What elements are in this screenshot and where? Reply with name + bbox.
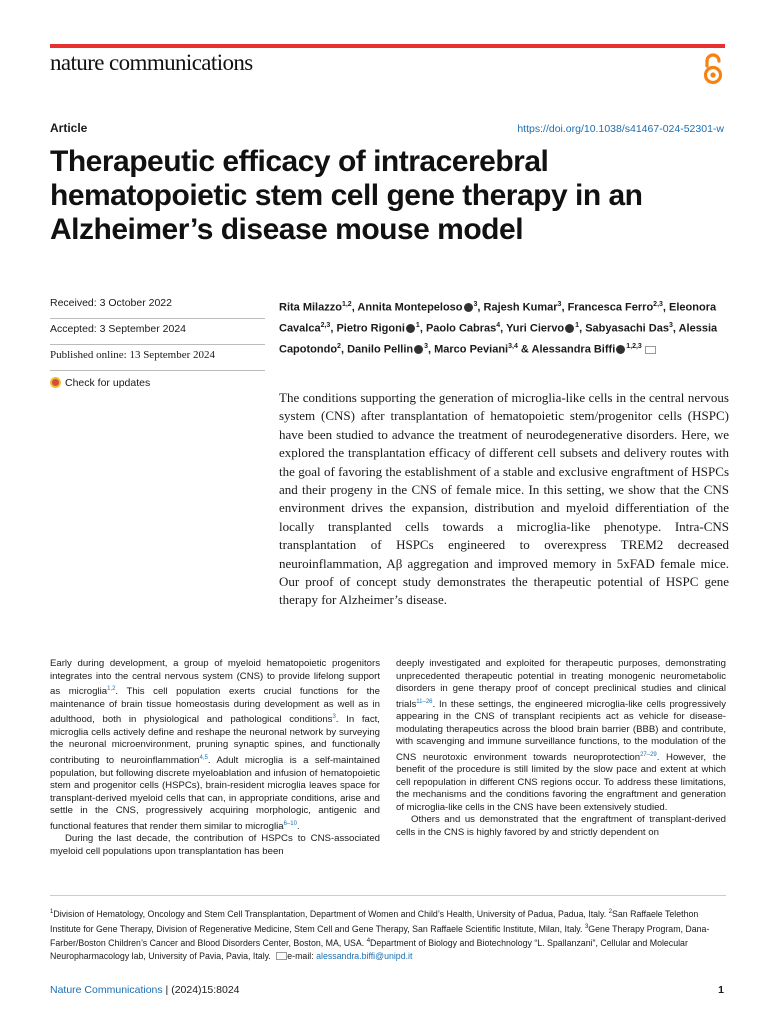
received-date: Received: 3 October 2022 <box>50 293 265 319</box>
author-affiliation: 2 <box>337 343 341 351</box>
author-affiliation: 1 <box>415 322 420 330</box>
author-affiliation: 1,2,3 <box>626 343 642 351</box>
page-number: 1 <box>718 984 724 996</box>
author-name[interactable]: Alessia Capotondo <box>279 322 718 356</box>
body-text: . However, the benefit of the procedure is still limited by the slow pace and extent at which cell repopulation in different CNS regions occur. To address these limitations, the mechanisms and the conditions favoring the engraftment and generation of microglia-like cells in the CNS have been extensively studied. <box>396 751 726 813</box>
author-separator: , <box>672 322 679 335</box>
body-paragraph <box>396 814 726 839</box>
check-for-updates-label: Check for updates <box>65 376 151 389</box>
reference-citation[interactable]: 3 <box>332 714 336 721</box>
affiliation-text: Division of Hematology, Oncology and Stem Cell Transplantation, Department of Women and Child’s Health, University of Padua, Padua, Italy. <box>53 908 609 919</box>
author-name[interactable]: Marco Peviani <box>434 343 509 356</box>
affiliation-text: Gene Therapy Program, Dana-Farber/Boston Children’s Cancer and Blood Disorders Center, Boston, MA, USA. <box>50 923 710 949</box>
reference-citation[interactable]: 1,2 <box>107 686 116 692</box>
email-icon[interactable] <box>645 346 656 354</box>
body-text: . In these settings, the engineered microglia-like cells progressively appearing in the CNS of transplant recipients act as vehicle for disease-modulating therapeutics across the blood brain barrier (BBB) and contribute, with scavenging and immune surveillance functions, to the modulation of the CNS neurotoxic environment towards neuroprotection <box>396 698 726 763</box>
page-footer <box>50 984 240 996</box>
affiliations-footnote <box>50 906 726 963</box>
author-name[interactable]: Annita Montepeloso <box>357 301 463 314</box>
author-name[interactable]: Danilo Pellin <box>347 343 414 356</box>
affiliation-number: 2 <box>608 909 612 915</box>
email-icon <box>276 952 287 960</box>
author-affiliation: 1 <box>575 322 580 330</box>
footer-journal-link[interactable]: Nature Communications <box>50 984 163 996</box>
author-affiliation: 4 <box>496 322 501 330</box>
author-separator: , <box>579 322 586 335</box>
journal-header-bar <box>50 44 725 48</box>
body-paragraph <box>50 833 380 858</box>
body-column-right <box>396 658 726 839</box>
author-affiliation: 3 <box>473 301 478 308</box>
author-affiliation: 2,3 <box>320 322 331 330</box>
publication-metadata <box>50 293 265 396</box>
body-text: During the last decade, the contribution of HSPCs to CNS-associated myeloid cell populations upon transplantation has been <box>50 833 380 857</box>
check-for-updates-icon <box>50 377 61 388</box>
abstract: The conditions supporting the generation of microglia-like cells in the central nervous system (CNS) after transplantation of hematopoietic stem/progenitor cells (HSPC) have been studied to advance the treatment of neurodegenerative disorders. Here, we explored the transplantation efficacy of different cell subsets and delivery routes with the goal of favoring the establishment of a stable and exclusive engraftment of HSPCs and their progeny in the CNS of female mice. In this setting, we show that the CNS environment drives the expansion, distribution and myeloid differentiation of the locally transplanted cells towards a microglia-like phenotype. Intra-CNS transplantation of HSPCs engineered to overexpress TREM2 decreased neuroinflammation, Aβ aggregation and improved memory in 5xFAD female mice. Our proof of concept study demonstrates the therapeutic potential of HSPC gene therapy for Alzheimer’s disease. <box>279 390 729 608</box>
author-name[interactable]: Sabyasachi Das <box>585 322 669 335</box>
journal-name: nature communications <box>50 50 253 75</box>
body-text: deeply investigated and exploited for therapeutic purposes, demonstrating unprecedented therapeutic potential in treating monogenic neurometabolic disorders in gene therapy proof of concept preclinical studies and clinical trials <box>396 658 726 710</box>
reference-citation[interactable]: 27–29 <box>640 751 657 758</box>
footer-citation: | (2024)15:8024 <box>162 984 240 996</box>
orcid-icon[interactable] <box>464 303 473 312</box>
body-text: . In fact, microglia cells actively define and reshape the neuronal network by surveying the neuronal microenvironment, pruning synaptic spines, and functionally contributing to neuroinflammation <box>50 714 380 767</box>
orcid-icon[interactable] <box>565 324 574 333</box>
reference-citation[interactable]: 4,5 <box>199 754 208 761</box>
author-name[interactable]: Pietro Rigoni <box>336 322 405 335</box>
author-name[interactable]: Rita Milazzo <box>279 301 342 314</box>
author-separator: , <box>428 343 435 356</box>
affiliation-number: 4 <box>366 938 371 945</box>
author-separator: , <box>351 301 358 314</box>
body-text: . This cell population exerts crucial functions for the maintenance of brain tissue homeostasis during development as well as in adulthood, both in physiological and pathological conditions <box>50 686 380 726</box>
author-name[interactable]: Eleonora Cavalca <box>279 301 717 335</box>
article-title: Therapeutic efficacy of intracerebral hematopoietic stem cell gene therapy in an Alzheimer’s disease mouse model <box>50 145 643 246</box>
footnote-divider <box>50 895 726 896</box>
body-text: Early during development, a group of myeloid hematopoietic progenitors integrates into the central nervous system (CNS) to provide lifelong support as microglia <box>50 658 380 698</box>
author-separator: , <box>330 322 337 335</box>
author-name[interactable]: Yuri Ciervo <box>506 322 565 335</box>
author-list <box>279 296 729 359</box>
author-affiliation: 3 <box>557 301 562 308</box>
body-text: . <box>296 820 300 832</box>
orcid-icon[interactable] <box>414 345 423 354</box>
author-name[interactable]: Rajesh Kumar <box>483 301 558 314</box>
affiliation-text: e-mail: <box>287 951 317 962</box>
author-separator: , <box>477 301 484 314</box>
author-affiliation: 3 <box>668 322 673 330</box>
body-paragraph <box>50 658 380 833</box>
corresponding-email-link[interactable]: alessandra.biffi@unipd.it <box>316 951 413 962</box>
author-name[interactable]: Alessandra Biffi <box>531 343 616 356</box>
author-separator: , <box>419 322 426 335</box>
author-name[interactable]: Francesca Ferro <box>567 301 654 314</box>
author-separator: , <box>500 322 507 335</box>
orcid-icon[interactable] <box>616 345 625 354</box>
affiliation-text: San Raffaele Telethon Institute for Gene Therapy, Division of Regenerative Medicine, Stem Cell and Gene Therapy, San Raffaele Scientific Institute, Milan, Italy. <box>50 908 699 934</box>
doi-link[interactable]: https://doi.org/10.1038/s41467-024-52301-w <box>517 123 724 135</box>
author-separator: & <box>517 343 532 356</box>
reference-citation[interactable]: 11–26 <box>416 698 433 705</box>
affiliation-number: 3 <box>584 923 589 930</box>
body-text: . Adult microglia is a self-maintained population, but following discrete myeloablation and infusion of hematopoietic stem and progenitor cells (HSPCs), brain-resident microglia leaves space for transplant-derived myeloid cells that can, in appropriate conditions, arise and settle in the CNS, progressively acquiring morphologic, antigenic and functional features that render them similar to microglia <box>50 755 380 832</box>
author-affiliation: 1,2 <box>341 301 352 308</box>
author-name[interactable]: Paolo Cabras <box>425 322 497 335</box>
author-separator: , <box>340 343 348 356</box>
check-for-updates-button[interactable] <box>50 371 265 396</box>
body-paragraph <box>396 658 726 814</box>
author-affiliation: 2,3 <box>653 301 663 308</box>
author-separator: , <box>561 301 568 314</box>
author-affiliation: 3 <box>424 343 428 351</box>
author-affiliation: 3,4 <box>508 343 518 351</box>
affiliation-number: 1 <box>50 909 54 915</box>
body-text: Others and us demonstrated that the engraftment of transplant-derived cells in the CNS is highly favored by and strictly dependent on <box>396 814 726 838</box>
orcid-icon[interactable] <box>406 324 415 333</box>
reference-citation[interactable]: 6–10 <box>283 820 297 827</box>
body-column-left <box>50 658 380 858</box>
article-type-label: Article <box>50 121 88 135</box>
affiliation-text: Department of Biology and Biotechnology “L. Spallanzani”, Cellular and Molecular Neuropharmacology lab, University of Pavia, Pavia, Italy. <box>50 938 688 962</box>
accepted-date: Accepted: 3 September 2024 <box>50 319 265 345</box>
author-separator: , <box>662 301 670 314</box>
open-access-icon <box>700 52 726 86</box>
published-date: Published online: 13 September 2024 <box>50 345 265 371</box>
